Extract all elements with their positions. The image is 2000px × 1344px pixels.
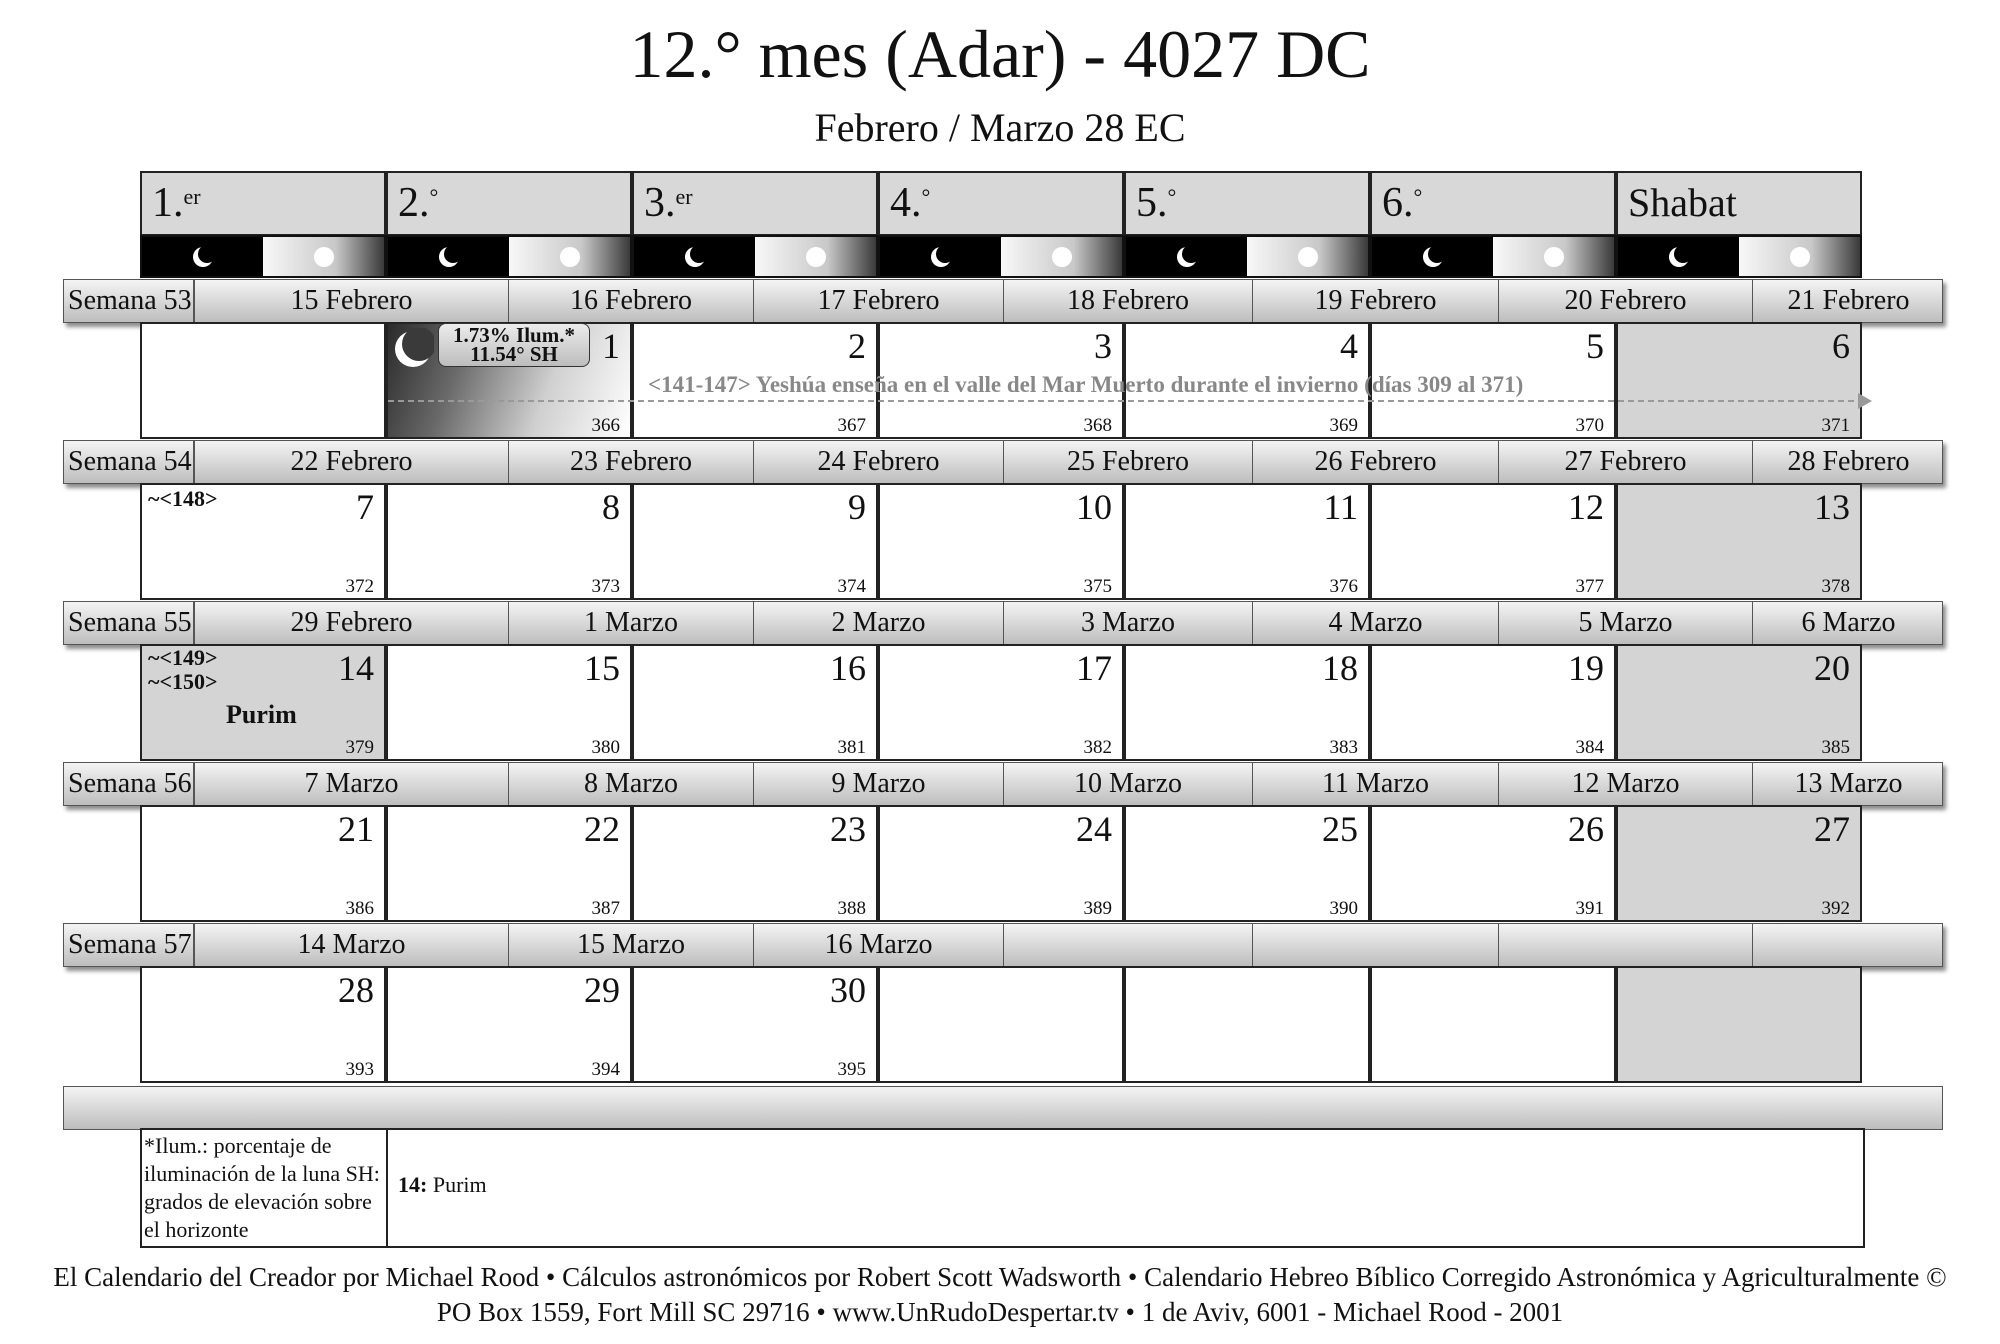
horizon-elevation: 11.54° SH [470, 342, 558, 366]
day-number: 7 [356, 487, 374, 527]
week-label: Semana 54 [64, 441, 194, 483]
night-segment [634, 237, 755, 276]
day-number: 12 [1568, 487, 1604, 527]
day-count: 370 [1575, 415, 1604, 436]
gregorian-date: 15 Marzo [508, 924, 753, 966]
sun-icon [806, 247, 826, 267]
day-count: 381 [837, 737, 866, 758]
day-cell [1124, 483, 1370, 600]
day-cell [1370, 483, 1616, 600]
header-day-1: 1.$^{er}$ [140, 171, 386, 236]
event-arrow-icon [1858, 393, 1872, 409]
day-count: 390 [1329, 898, 1358, 919]
gregorian-date: 1 Marzo [508, 602, 753, 644]
sun-icon [560, 247, 580, 267]
day-cell [1616, 644, 1862, 761]
day-cell [1124, 966, 1370, 1083]
day-segment [1493, 237, 1614, 276]
day-count: 392 [1821, 898, 1850, 919]
day-count: 372 [345, 576, 374, 597]
day-segment [263, 237, 384, 276]
week-label: Semana 57 [64, 924, 194, 966]
header-day-2: 2.° [386, 171, 632, 236]
night-segment [1618, 237, 1739, 276]
day-number: 8 [602, 487, 620, 527]
moon-illumination-box [438, 323, 590, 367]
header-day-5: 5.° [1124, 171, 1370, 236]
day-cell [386, 483, 632, 600]
day-count: 374 [837, 576, 866, 597]
crescent-moon-icon [438, 246, 460, 268]
day-cell [878, 483, 1124, 600]
day-number: 10 [1076, 487, 1112, 527]
sun-icon [1298, 247, 1318, 267]
gregorian-date: 24 Febrero [753, 441, 1003, 483]
gregorian-date [1003, 924, 1252, 966]
header-day-4: 4.° [878, 171, 1124, 236]
day-number: 11 [1323, 487, 1358, 527]
day-number: 27 [1814, 809, 1850, 849]
day-number: 24 [1076, 809, 1112, 849]
day-count: 379 [345, 737, 374, 758]
day-night-strip [878, 235, 1124, 278]
night-segment [388, 237, 509, 276]
day-cell [1124, 644, 1370, 761]
day-count: 385 [1821, 737, 1850, 758]
day-number: 3 [1094, 326, 1112, 366]
crescent-moon-icon [192, 246, 214, 268]
day-count: 384 [1575, 737, 1604, 758]
day-cell [1616, 322, 1862, 439]
gregorian-date: 21 Febrero [1752, 280, 1944, 322]
day-count: 366 [591, 415, 620, 436]
day-cell [878, 966, 1124, 1083]
day-cell [140, 805, 386, 922]
day-number: 22 [584, 809, 620, 849]
day-cell [1370, 966, 1616, 1083]
crescent-moon-icon [1176, 246, 1198, 268]
gregorian-date: 4 Marzo [1252, 602, 1498, 644]
day-number: 29 [584, 970, 620, 1010]
gregorian-date: 14 Marzo [194, 924, 508, 966]
day-segment [1001, 237, 1122, 276]
week-bar [63, 923, 1943, 967]
day-number: 5 [1586, 326, 1604, 366]
day-number: 28 [338, 970, 374, 1010]
day-cell [140, 483, 386, 600]
day-cell [632, 966, 878, 1083]
day-number: 20 [1814, 648, 1850, 688]
day-number: 26 [1568, 809, 1604, 849]
gregorian-date: 11 Marzo [1252, 763, 1498, 805]
day-night-strip [140, 235, 386, 278]
gregorian-date [1498, 924, 1752, 966]
gregorian-date: 6 Marzo [1752, 602, 1944, 644]
day-night-strip [1616, 235, 1862, 278]
gregorian-date: 9 Marzo [753, 763, 1003, 805]
day-cell [386, 322, 632, 439]
gregorian-date: 13 Marzo [1752, 763, 1944, 805]
night-segment [1126, 237, 1247, 276]
day-count: 395 [837, 1059, 866, 1080]
day-number: 6 [1832, 326, 1850, 366]
day-cell [1616, 805, 1862, 922]
day-number: 16 [830, 648, 866, 688]
day-cell [878, 644, 1124, 761]
day-number: 19 [1568, 648, 1604, 688]
day-count: 378 [1821, 576, 1850, 597]
day-cell [632, 483, 878, 600]
day-night-strip [386, 235, 632, 278]
day-night-strip [632, 235, 878, 278]
day-cell [632, 644, 878, 761]
week-label: Semana 56 [64, 763, 194, 805]
day-number: 1 [602, 326, 620, 366]
day-night-strip [1370, 235, 1616, 278]
night-segment [880, 237, 1001, 276]
day-cell [1370, 805, 1616, 922]
illumination-percent: 1.73% Ilum.* [453, 323, 575, 347]
holiday-label: Purim [226, 700, 297, 729]
day-cell [140, 644, 386, 761]
header-day-6: 6.° [1370, 171, 1616, 236]
day-cell [386, 966, 632, 1083]
gregorian-date: 29 Febrero [194, 602, 508, 644]
day-count: 371 [1821, 415, 1850, 436]
day-count: 367 [837, 415, 866, 436]
footer-bar [63, 1086, 1943, 1130]
gregorian-date: 7 Marzo [194, 763, 508, 805]
gregorian-date: 23 Febrero [508, 441, 753, 483]
legend-notes: *Ilum.: porcentaje de iluminación de la luna SH: grados de elevación sobre el horizonte [142, 1130, 388, 1246]
day-count: 389 [1083, 898, 1112, 919]
day-number: 21 [338, 809, 374, 849]
day-count: 391 [1575, 898, 1604, 919]
day-cell [386, 644, 632, 761]
gregorian-date: 16 Marzo [753, 924, 1003, 966]
day-count: 382 [1083, 737, 1112, 758]
day-count: 387 [591, 898, 620, 919]
day-number: 2 [848, 326, 866, 366]
day-number: 9 [848, 487, 866, 527]
credits-line-1: El Calendario del Creador por Michael Rood • Cálculos astronómicos por Robert Scott Wadsworth • Calendario Hebreo Bíblico Corregido Astronómica y Agriculturalmente © [53, 1262, 1947, 1292]
day-number: 25 [1322, 809, 1358, 849]
day-count: 386 [345, 898, 374, 919]
day-count: 393 [345, 1059, 374, 1080]
event-marker: ~<148> [148, 486, 218, 511]
day-night-strip [1124, 235, 1370, 278]
day-number: 18 [1322, 648, 1358, 688]
day-cell [140, 966, 386, 1083]
gregorian-date: 2 Marzo [753, 602, 1003, 644]
day-cell [1616, 483, 1862, 600]
gregorian-date: 17 Febrero [753, 280, 1003, 322]
day-number: 23 [830, 809, 866, 849]
gregorian-date: 5 Marzo [1498, 602, 1752, 644]
day-segment [755, 237, 876, 276]
week-bar [63, 601, 1943, 645]
header-shabbat: Shabat [1616, 171, 1862, 236]
day-cell [632, 805, 878, 922]
day-count: 369 [1329, 415, 1358, 436]
gregorian-date [1752, 924, 1944, 966]
day-count: 375 [1083, 576, 1112, 597]
legend-holiday-name: Purim [427, 1172, 487, 1197]
gregorian-date: 22 Febrero [194, 441, 508, 483]
gregorian-date: 18 Febrero [1003, 280, 1252, 322]
sun-icon [314, 247, 334, 267]
week-label: Semana 53 [64, 280, 194, 322]
gregorian-date: 8 Marzo [508, 763, 753, 805]
week-bar [63, 440, 1943, 484]
credits-line-2: PO Box 1559, Fort Mill SC 29716 • www.UnRudoDespertar.tv • 1 de Aviv, 6001 - Michael Rood - 2001 [436, 1297, 1564, 1327]
gregorian-date: 27 Febrero [1498, 441, 1752, 483]
gregorian-date: 12 Marzo [1498, 763, 1752, 805]
day-count: 368 [1083, 415, 1112, 436]
day-segment [1739, 237, 1860, 276]
day-cell [140, 322, 386, 439]
gregorian-date: 10 Marzo [1003, 763, 1252, 805]
gregorian-date: 19 Febrero [1252, 280, 1498, 322]
gregorian-date: 25 Febrero [1003, 441, 1252, 483]
day-number: 4 [1340, 326, 1358, 366]
day-number: 15 [584, 648, 620, 688]
day-count: 383 [1329, 737, 1358, 758]
day-cell [1370, 644, 1616, 761]
day-count: 376 [1329, 576, 1358, 597]
gregorian-date: 3 Marzo [1003, 602, 1252, 644]
crescent-moon-icon [1422, 246, 1444, 268]
event-annotation: <141-147> Yeshúa enseña en el valle del Mar Muerto durante el invierno (días 309 al 371) [648, 372, 1524, 397]
night-segment [142, 237, 263, 276]
crescent-moon-icon [684, 246, 706, 268]
legend-holiday-day: 14: [398, 1172, 428, 1197]
week-bar [63, 762, 1943, 806]
crescent-moon-icon [1668, 246, 1690, 268]
page-subtitle: Febrero / Marzo 28 EC [814, 105, 1186, 150]
new-moon-crescent-icon [392, 328, 434, 370]
legend [140, 1128, 1865, 1248]
crescent-moon-icon [930, 246, 952, 268]
day-cell [878, 805, 1124, 922]
day-number: 30 [830, 970, 866, 1010]
gregorian-date [1252, 924, 1498, 966]
day-segment [1247, 237, 1368, 276]
day-cell [386, 805, 632, 922]
day-count: 380 [591, 737, 620, 758]
event-marker: ~<150> [148, 669, 218, 694]
week-bar [63, 279, 1943, 323]
night-segment [1372, 237, 1493, 276]
gregorian-date: 28 Febrero [1752, 441, 1944, 483]
header-day-3: 3.$^{er}$ [632, 171, 878, 236]
day-segment [509, 237, 630, 276]
day-cell [1616, 966, 1862, 1083]
day-number: 17 [1076, 648, 1112, 688]
gregorian-date: 16 Febrero [508, 280, 753, 322]
gregorian-date: 20 Febrero [1498, 280, 1752, 322]
day-number: 14 [338, 648, 374, 688]
day-number: 13 [1814, 487, 1850, 527]
sun-icon [1790, 247, 1810, 267]
day-cell [1124, 805, 1370, 922]
day-count: 373 [591, 576, 620, 597]
week-label: Semana 55 [64, 602, 194, 644]
day-count: 394 [591, 1059, 620, 1080]
gregorian-date: 26 Febrero [1252, 441, 1498, 483]
gregorian-date: 15 Febrero [194, 280, 508, 322]
event-marker: ~<149> [148, 645, 218, 670]
day-count: 388 [837, 898, 866, 919]
legend-holidays [398, 1172, 487, 1198]
day-count: 377 [1575, 576, 1604, 597]
page-title: 12.° mes (Adar) - 4027 DC [629, 16, 1371, 92]
sun-icon [1052, 247, 1072, 267]
event-span-line [388, 400, 1864, 402]
sun-icon [1544, 247, 1564, 267]
